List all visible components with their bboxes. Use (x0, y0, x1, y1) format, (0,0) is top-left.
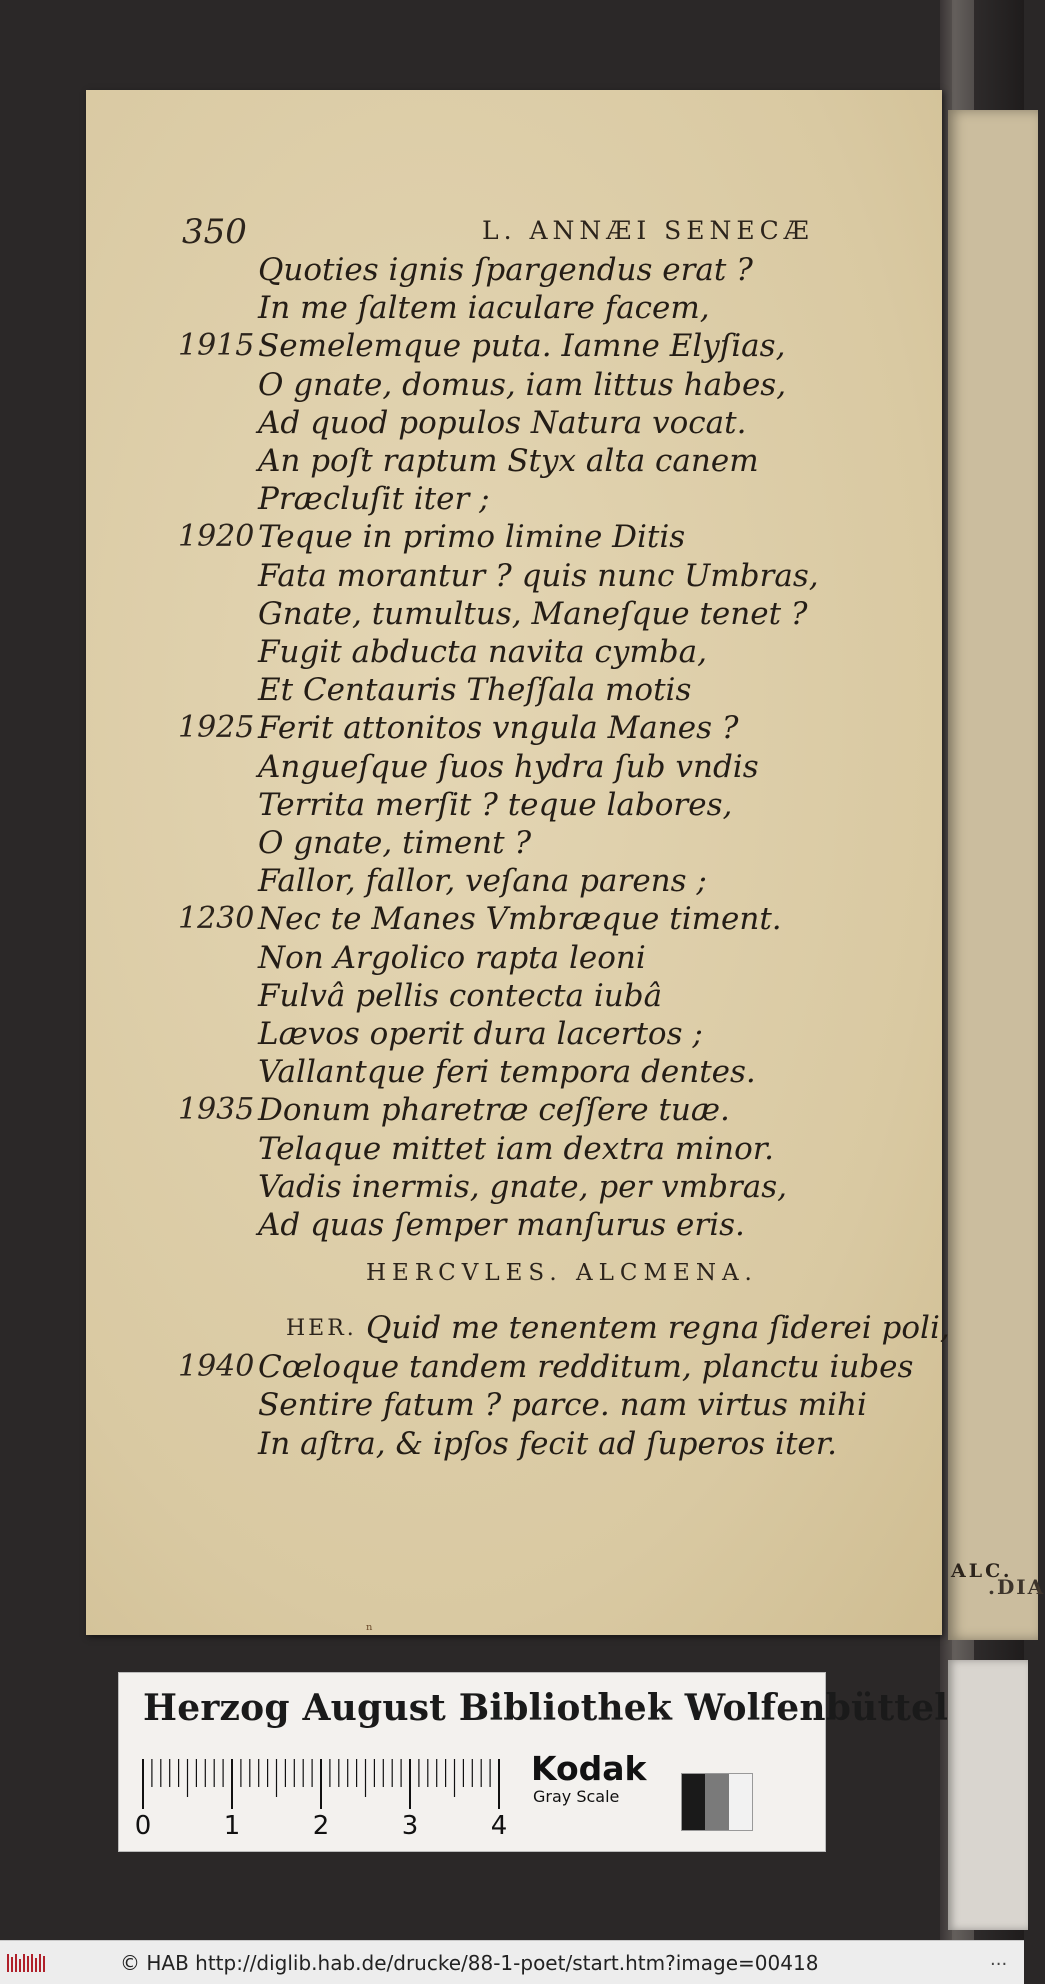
verse-line (86, 367, 806, 407)
running-title: L. ANNÆI SENECÆ (482, 216, 814, 245)
verse-text: In me ſaltem iaculare facem, (258, 290, 710, 327)
verse-number: 1915 (178, 328, 255, 364)
verse-line (86, 519, 806, 559)
verse-line (86, 672, 806, 712)
verse-line (86, 863, 806, 903)
ruler-number: 3 (401, 1811, 419, 1841)
verse-text: Præcluſit iter ; (258, 481, 490, 518)
gray-swatch (682, 1774, 705, 1830)
verse-text: Sentire fatum ? parce. nam virtus mihi (258, 1387, 867, 1423)
verse-text: Semelemque puta. Iamne Elyſias, (258, 328, 786, 365)
verse-line (86, 1016, 806, 1056)
gray-swatch (705, 1774, 728, 1830)
ink-mark: ⁿ (366, 1620, 373, 1639)
kodak-brand: Kodak (531, 1749, 647, 1788)
verse-text: Et Centauris Theſſala motis (258, 672, 692, 709)
library-name: Herzog August Bibliothek Wolfenbüttel (143, 1687, 949, 1729)
verse-line (86, 557, 819, 598)
verse-line (86, 978, 806, 1018)
verse-line (86, 481, 806, 521)
verse-text: Telaque mittet iam dextra minor. (258, 1130, 775, 1167)
page-header (182, 212, 902, 256)
verse-line (86, 1207, 806, 1247)
verse-line (86, 1425, 838, 1466)
verse-text: Fallor, fallor, veſana parens ; (258, 863, 707, 900)
verse-text: Vallantque feri tempora dentes. (258, 1054, 756, 1091)
verse-text: Fulvâ pellis contecta iubâ (258, 977, 663, 1014)
book-cover-edge (948, 1660, 1028, 1930)
verse-text: Vadis inermis, gnate, per vmbras, (258, 1168, 787, 1205)
speaker-label: HER. (286, 1316, 357, 1341)
next-page-edge (948, 110, 1045, 1640)
gray-swatches (681, 1773, 753, 1831)
verse-line (86, 787, 806, 827)
verse-number: 1925 (178, 710, 255, 746)
verse-line (86, 1387, 867, 1427)
verse-line (86, 443, 806, 483)
verse-text: Ferit attonitos vngula Manes ? (258, 710, 739, 747)
verse-number: 1230 (178, 901, 255, 937)
verse-line (86, 1054, 806, 1094)
scale-ruler (134, 1753, 519, 1843)
verse-number: 1920 (178, 519, 255, 555)
color-card (118, 1672, 949, 1852)
verse-line (86, 596, 806, 636)
verse-line (86, 290, 806, 330)
verse-line (86, 1310, 950, 1350)
verse-line (86, 328, 806, 368)
page-number: 350 (182, 212, 247, 252)
verse-line (86, 405, 806, 445)
verse-line (86, 252, 806, 292)
verse-line (86, 1348, 914, 1389)
ruler-ticks (139, 1753, 519, 1813)
footer-bar (0, 1940, 1024, 1984)
verse-line (86, 634, 806, 674)
verse-text: Quoties ignis ſpargendus erat ? (258, 252, 753, 288)
verse-number: 1935 (178, 1092, 255, 1128)
verse-text: Gnate, tumultus, Maneſque tenet ? (258, 595, 808, 632)
ruler-number: 1 (223, 1811, 241, 1841)
verse-line (86, 749, 806, 789)
kodak-subtitle: Gray Scale (533, 1787, 620, 1806)
verse-line (86, 1092, 806, 1132)
verse-line (86, 1169, 806, 1209)
verse-text: Ad quod populos Natura vocat. (258, 404, 747, 441)
verse-text: O gnate, domus, iam littus habes, (258, 366, 787, 403)
verse-text: Donum pharetræ ceſſere tuæ. (258, 1092, 730, 1129)
verse-text: Teque in primo limine Ditis (258, 519, 686, 556)
verse-number: 1940 (178, 1348, 255, 1384)
ruler-numbers (134, 1811, 519, 1841)
ruler-number: 4 (490, 1811, 508, 1841)
verse-text: Cœloque tandem redditum, planctu iubes (258, 1348, 914, 1385)
verse-text: Non Argolico rapta leoni (258, 939, 646, 976)
verse-line (86, 1131, 806, 1171)
verse-text: Lævos operit dura lacertos ; (258, 1016, 703, 1052)
verse-line (86, 710, 806, 750)
ruler-number: 0 (134, 1811, 152, 1841)
catchword: ALC. (951, 1560, 1013, 1582)
verse-line (86, 901, 806, 941)
hab-logo-icon (6, 1951, 48, 1975)
verse-text: Quid me tenentem regna ſiderei poli, (366, 1310, 950, 1346)
next-page-catchword: .DIA (988, 1575, 1045, 1599)
verse-line (86, 825, 806, 865)
more-options-button[interactable]: ... (990, 1949, 1008, 1970)
verse-text: Nec te Manes Vmbræque timent. (258, 901, 782, 938)
verse-text: Ad quas ſemper manſurus eris. (258, 1207, 745, 1243)
verse-text: Angueſque ſuos hydra ſub vndis (258, 748, 759, 785)
section-heading: HERCVLES. ALCMENA. (366, 1260, 758, 1286)
verse-text: An poſt raptum Styx alta canem (258, 443, 759, 479)
verse-text: O gnate, timent ? (258, 825, 532, 861)
kodak-label (531, 1749, 647, 1806)
verse-text: Fata morantur ? quis nunc Umbras, (258, 557, 819, 594)
verse-text: In aſtra, & ipſos fecit ad ſuperos iter. (258, 1425, 838, 1462)
verse-text: Fugit abducta navita cymba, (258, 634, 707, 670)
verse-text: Territa merſit ? teque labores, (258, 786, 733, 823)
copyright-url[interactable]: © HAB http://diglib.hab.de/drucke/88-1-poet/start.htm?image=00418 (120, 1951, 819, 1975)
book-page (86, 90, 1013, 1639)
ruler-number: 2 (312, 1811, 330, 1841)
gray-swatch (729, 1774, 752, 1830)
verse-line (86, 940, 806, 980)
